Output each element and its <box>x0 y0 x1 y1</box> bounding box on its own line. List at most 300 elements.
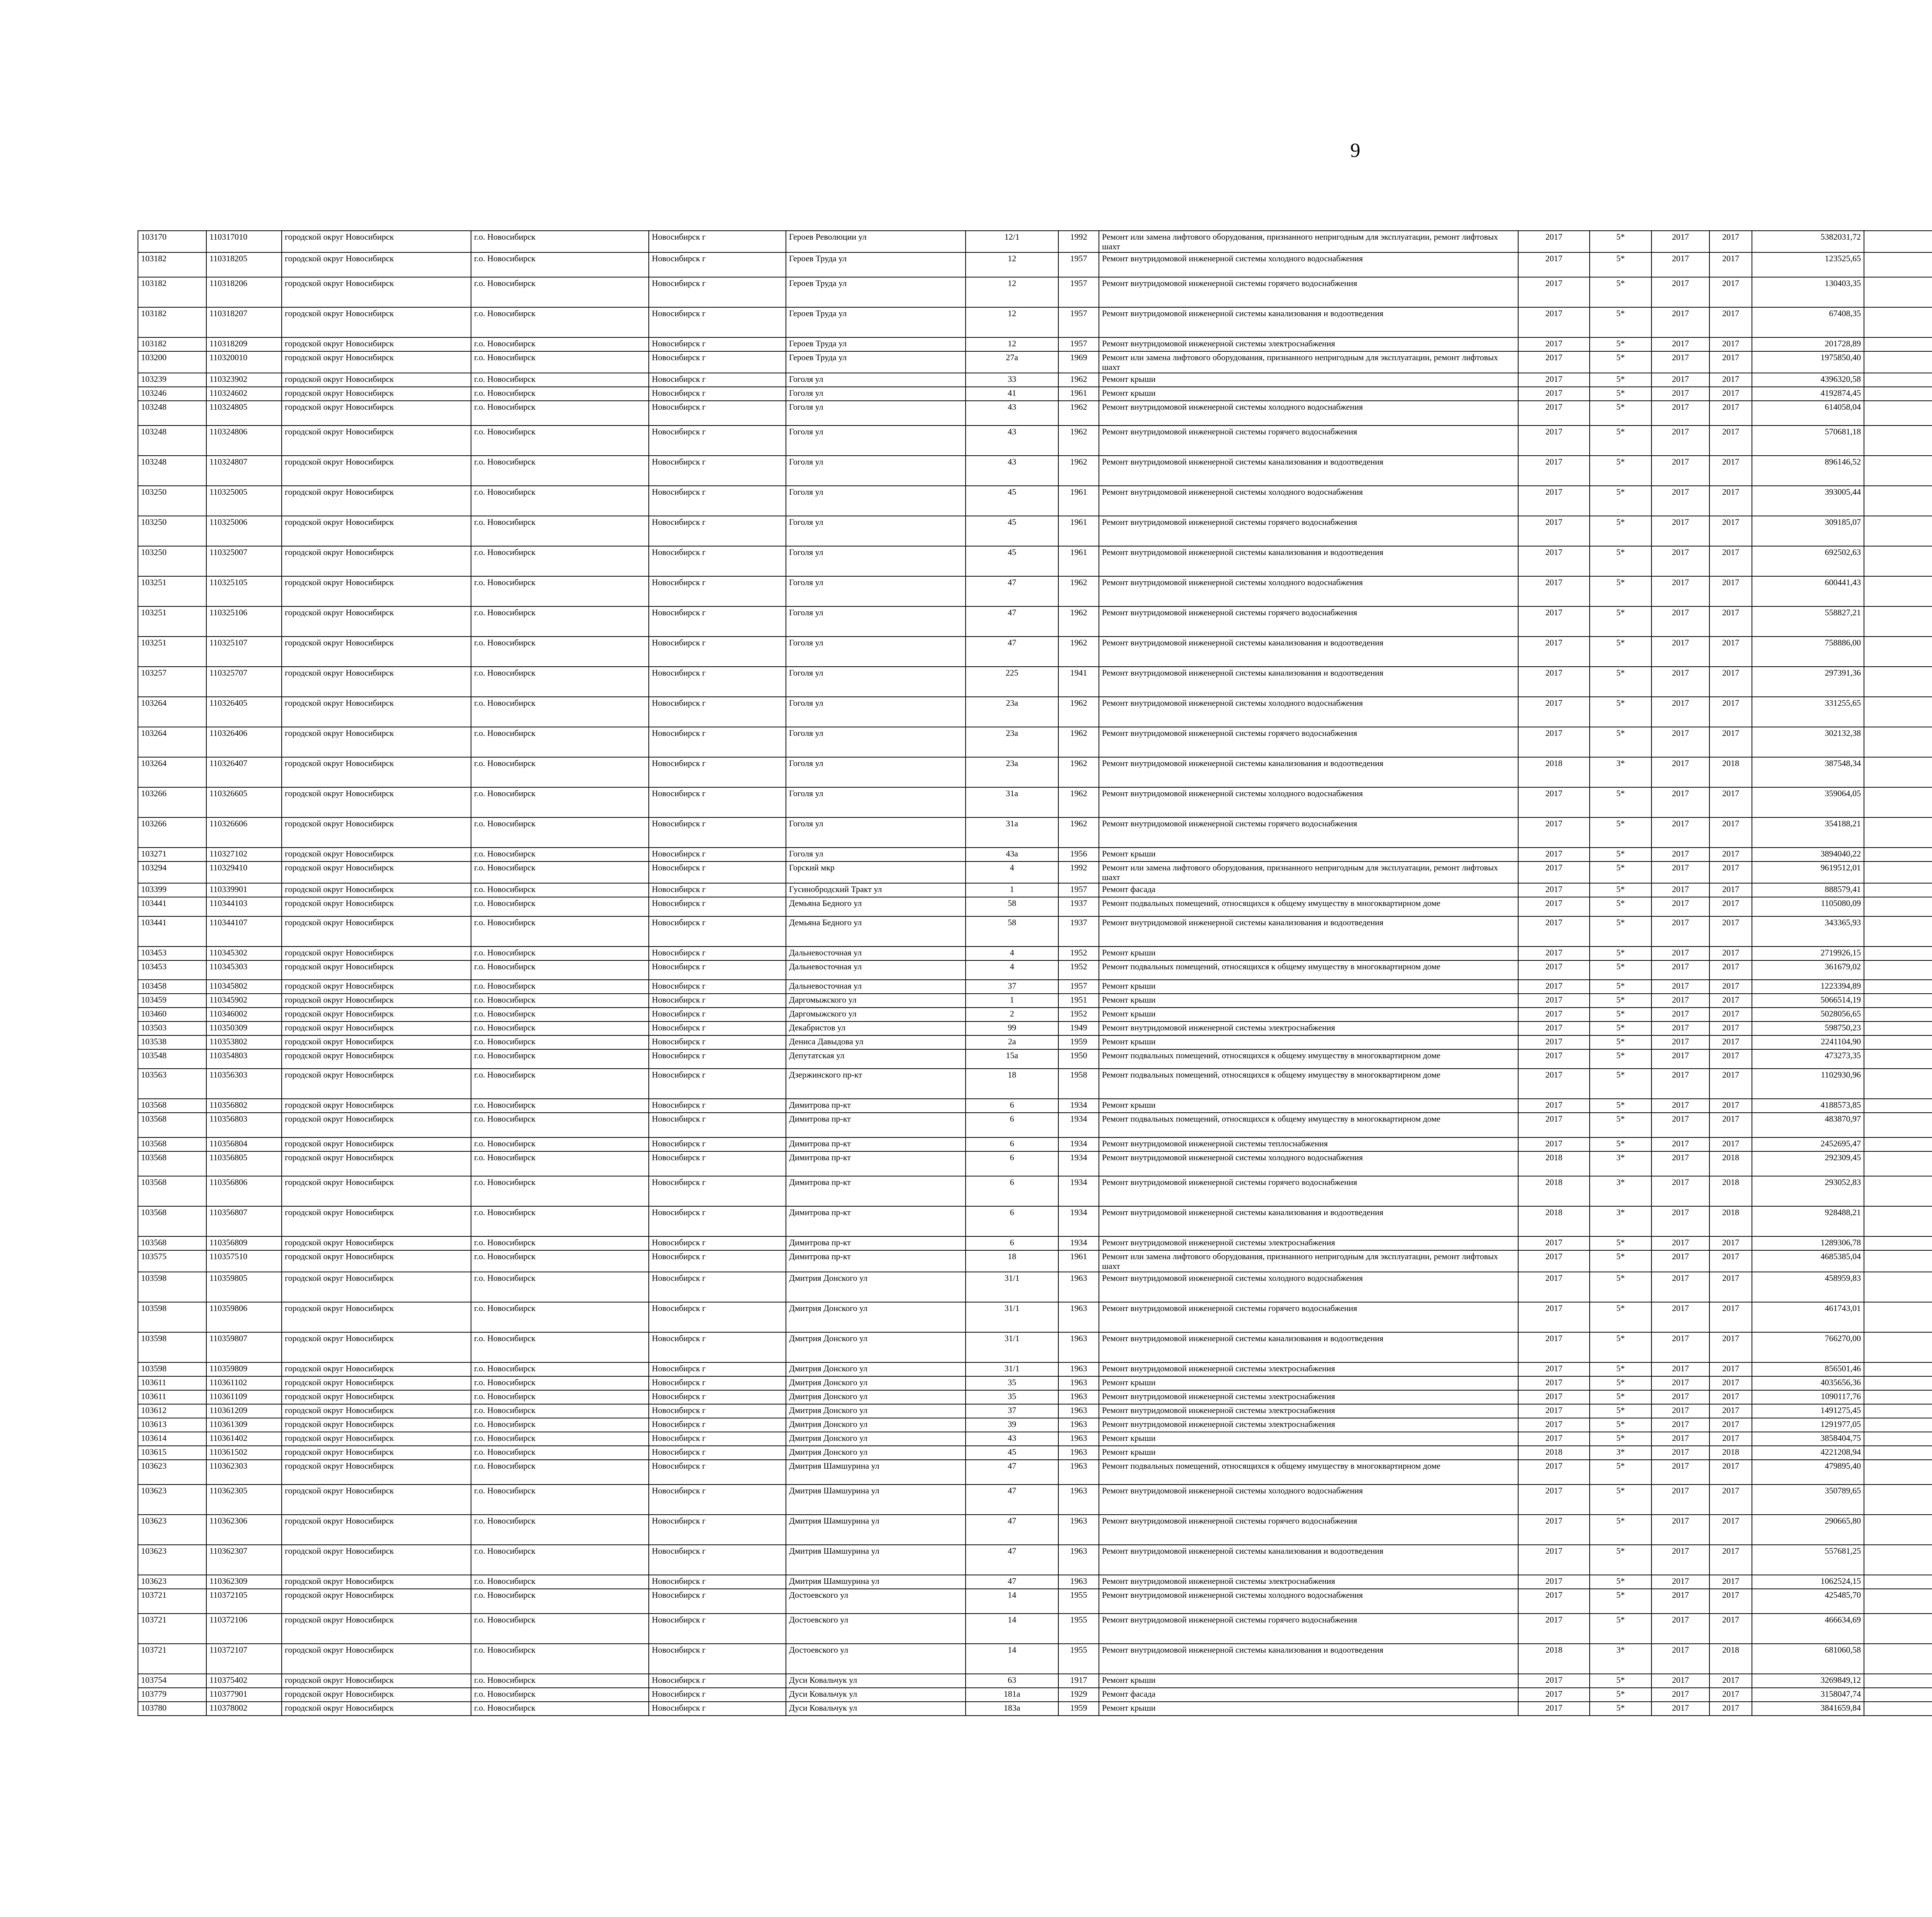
cell-lift-status: 5* <box>1590 277 1651 307</box>
cell-lift-status: 5* <box>1590 307 1651 337</box>
cell-fund-cost <box>1864 486 1932 516</box>
cell-house-number: 18 <box>966 1069 1058 1099</box>
cell-start-year: 2017 <box>1651 1376 1709 1390</box>
cell-house-number: 4 <box>966 960 1058 980</box>
cell-house-number: 4 <box>966 861 1058 883</box>
cell-start-year: 2017 <box>1651 1418 1709 1432</box>
cell-fund-cost <box>1864 426 1932 456</box>
cell-street: Достоевского ул <box>786 1589 966 1614</box>
cell-end-year: 2017 <box>1709 1272 1752 1302</box>
table-row <box>138 1404 1932 1418</box>
cell-fund-cost <box>1864 1485 1932 1515</box>
cell-start-year: 2017 <box>1651 1137 1709 1151</box>
table-row <box>138 351 1932 373</box>
cell-plan-year: 2017 <box>1518 1418 1590 1432</box>
cell-lift-status: 5* <box>1590 1432 1651 1446</box>
cell-fund-cost <box>1864 1674 1932 1688</box>
cell-municipality: городской округ Новосибирск <box>282 1008 471 1021</box>
cell-street: Даргомыжского ул <box>786 1008 966 1021</box>
cell-house-number: 39 <box>966 1418 1058 1432</box>
cell-build-year: 1955 <box>1058 1644 1099 1674</box>
cell-work-type: Ремонт внутридомовой инженерной системы холодного водоснабжения <box>1099 787 1518 817</box>
cell-house-number: 12 <box>966 337 1058 351</box>
cell-total-cost: 473273,35 <box>1752 1049 1864 1069</box>
cell-street: Дальневосточная ул <box>786 980 966 994</box>
cell-build-year: 1952 <box>1058 1008 1099 1021</box>
cell-house-id: 103598 <box>138 1332 206 1362</box>
cell-build-year: 1961 <box>1058 516 1099 546</box>
cell-end-year: 2017 <box>1709 373 1752 387</box>
cell-total-cost: 758886,00 <box>1752 637 1864 667</box>
cell-lift-status: 5* <box>1590 1614 1651 1644</box>
cell-house-number: 1 <box>966 883 1058 897</box>
cell-end-year: 2018 <box>1709 1446 1752 1460</box>
cell-house-number: 14 <box>966 1589 1058 1614</box>
cell-house-number: 31/1 <box>966 1362 1058 1376</box>
cell-house-id: 103266 <box>138 817 206 848</box>
cell-work-type: Ремонт крыши <box>1099 1674 1518 1688</box>
cell-build-year: 1956 <box>1058 848 1099 861</box>
cell-fund-cost <box>1864 606 1932 637</box>
cell-plan-year: 2017 <box>1518 883 1590 897</box>
cell-start-year: 2017 <box>1651 1250 1709 1272</box>
cell-work-id: 110372105 <box>206 1589 282 1614</box>
cell-city-district: г.о. Новосибирск <box>471 606 649 637</box>
cell-build-year: 1963 <box>1058 1404 1099 1418</box>
cell-work-id: 110318207 <box>206 307 282 337</box>
cell-house-id: 103568 <box>138 1113 206 1137</box>
cell-start-year: 2017 <box>1651 1176 1709 1206</box>
cell-work-type: Ремонт внутридомовой инженерной системы канализования и водоотведения <box>1099 546 1518 576</box>
cell-fund-cost <box>1864 307 1932 337</box>
cell-settlement: Новосибирск г <box>649 1644 786 1674</box>
cell-house-number: 47 <box>966 637 1058 667</box>
cell-house-id: 103250 <box>138 546 206 576</box>
cell-house-id: 103754 <box>138 1674 206 1688</box>
cell-city-district: г.о. Новосибирск <box>471 1021 649 1035</box>
cell-start-year: 2017 <box>1651 1575 1709 1589</box>
cell-total-cost: 692502,63 <box>1752 546 1864 576</box>
cell-municipality: городской округ Новосибирск <box>282 787 471 817</box>
cell-settlement: Новосибирск г <box>649 1206 786 1236</box>
cell-start-year: 2017 <box>1651 576 1709 606</box>
cell-fund-cost <box>1864 1049 1932 1069</box>
cell-work-type: Ремонт внутридомовой инженерной системы теплоснабжения <box>1099 1137 1518 1151</box>
cell-work-id: 110350309 <box>206 1021 282 1035</box>
cell-settlement: Новосибирск г <box>649 848 786 861</box>
cell-end-year: 2017 <box>1709 516 1752 546</box>
cell-total-cost: 290665,80 <box>1752 1515 1864 1545</box>
cell-total-cost: 1090117,76 <box>1752 1390 1864 1404</box>
table-row <box>138 1545 1932 1575</box>
cell-start-year: 2017 <box>1651 1236 1709 1250</box>
cell-settlement: Новосибирск г <box>649 1589 786 1614</box>
cell-street: Декабристов ул <box>786 1021 966 1035</box>
cell-settlement: Новосибирск г <box>649 861 786 883</box>
cell-end-year: 2017 <box>1709 1376 1752 1390</box>
cell-plan-year: 2017 <box>1518 337 1590 351</box>
cell-plan-year: 2017 <box>1518 1137 1590 1151</box>
cell-settlement: Новосибирск г <box>649 637 786 667</box>
cell-city-district: г.о. Новосибирск <box>471 351 649 373</box>
cell-city-district: г.о. Новосибирск <box>471 787 649 817</box>
cell-house-number: 6 <box>966 1236 1058 1250</box>
cell-start-year: 2017 <box>1651 960 1709 980</box>
cell-plan-year: 2017 <box>1518 960 1590 980</box>
cell-street: Дальневосточная ул <box>786 947 966 960</box>
cell-start-year: 2017 <box>1651 1332 1709 1362</box>
cell-fund-cost <box>1864 994 1932 1008</box>
cell-municipality: городской округ Новосибирск <box>282 1236 471 1250</box>
cell-city-district: г.о. Новосибирск <box>471 1404 649 1418</box>
cell-plan-year: 2017 <box>1518 1376 1590 1390</box>
cell-work-type: Ремонт внутридомовой инженерной системы холодного водоснабжения <box>1099 252 1518 277</box>
cell-settlement: Новосибирск г <box>649 1272 786 1302</box>
cell-total-cost: 1291977,05 <box>1752 1418 1864 1432</box>
cell-municipality: городской округ Новосибирск <box>282 1113 471 1137</box>
cell-end-year: 2017 <box>1709 1236 1752 1250</box>
cell-lift-status: 5* <box>1590 426 1651 456</box>
cell-end-year: 2017 <box>1709 1515 1752 1545</box>
cell-plan-year: 2017 <box>1518 1302 1590 1332</box>
cell-lift-status: 5* <box>1590 980 1651 994</box>
cell-total-cost: 896146,52 <box>1752 456 1864 486</box>
cell-end-year: 2017 <box>1709 351 1752 373</box>
cell-build-year: 1963 <box>1058 1575 1099 1589</box>
cell-municipality: городской округ Новосибирск <box>282 727 471 757</box>
cell-start-year: 2017 <box>1651 897 1709 916</box>
cell-street: Гоголя ул <box>786 426 966 456</box>
cell-fund-cost <box>1864 1376 1932 1390</box>
cell-fund-cost <box>1864 351 1932 373</box>
table-row <box>138 606 1932 637</box>
cell-municipality: городской округ Новосибирск <box>282 1515 471 1545</box>
cell-work-type: Ремонт внутридомовой инженерной системы канализования и водоотведения <box>1099 637 1518 667</box>
cell-work-id: 110325006 <box>206 516 282 546</box>
cell-city-district: г.о. Новосибирск <box>471 373 649 387</box>
cell-build-year: 1969 <box>1058 351 1099 373</box>
cell-end-year: 2017 <box>1709 1250 1752 1272</box>
cell-lift-status: 5* <box>1590 1272 1651 1302</box>
cell-total-cost: 292309,45 <box>1752 1151 1864 1176</box>
cell-settlement: Новосибирск г <box>649 1575 786 1589</box>
cell-build-year: 1963 <box>1058 1418 1099 1432</box>
table-row <box>138 994 1932 1008</box>
cell-total-cost: 1062524,15 <box>1752 1575 1864 1589</box>
cell-settlement: Новосибирск г <box>649 697 786 727</box>
cell-street: Дуси Ковальчук ул <box>786 1702 966 1716</box>
cell-total-cost: 4221208,94 <box>1752 1446 1864 1460</box>
table-row <box>138 1206 1932 1236</box>
cell-work-id: 110359806 <box>206 1302 282 1332</box>
cell-start-year: 2017 <box>1651 817 1709 848</box>
cell-build-year: 1963 <box>1058 1272 1099 1302</box>
cell-work-type: Ремонт внутридомовой инженерной системы горячего водоснабжения <box>1099 426 1518 456</box>
table-row <box>138 667 1932 697</box>
cell-build-year: 1957 <box>1058 252 1099 277</box>
cell-city-district: г.о. Новосибирск <box>471 1206 649 1236</box>
cell-lift-status: 5* <box>1590 1332 1651 1362</box>
cell-work-id: 110344103 <box>206 897 282 916</box>
cell-street: Героев Революции ул <box>786 231 966 252</box>
cell-street: Гоголя ул <box>786 576 966 606</box>
cell-house-number: 31/1 <box>966 1302 1058 1332</box>
cell-fund-cost <box>1864 667 1932 697</box>
cell-work-type: Ремонт или замена лифтового оборудования, признанного непригодным для эксплуатации, ремонт лифтовых шахт <box>1099 231 1518 252</box>
cell-fund-cost <box>1864 1236 1932 1250</box>
cell-municipality: городской округ Новосибирск <box>282 817 471 848</box>
cell-plan-year: 2017 <box>1518 848 1590 861</box>
cell-street: Гоголя ул <box>786 401 966 426</box>
cell-total-cost: 557681,25 <box>1752 1545 1864 1575</box>
table-row <box>138 1250 1932 1272</box>
cell-build-year: 1992 <box>1058 861 1099 883</box>
table-row <box>138 546 1932 576</box>
cell-street: Дмитрия Донского ул <box>786 1272 966 1302</box>
cell-start-year: 2017 <box>1651 1272 1709 1302</box>
table-row <box>138 1272 1932 1302</box>
cell-street: Дальневосточная ул <box>786 960 966 980</box>
cell-house-id: 103623 <box>138 1460 206 1485</box>
cell-plan-year: 2017 <box>1518 307 1590 337</box>
cell-settlement: Новосибирск г <box>649 1446 786 1460</box>
cell-build-year: 1937 <box>1058 897 1099 916</box>
cell-house-id: 103598 <box>138 1272 206 1302</box>
cell-total-cost: 614058,04 <box>1752 401 1864 426</box>
cell-house-id: 103170 <box>138 231 206 252</box>
cell-municipality: городской округ Новосибирск <box>282 883 471 897</box>
cell-start-year: 2017 <box>1651 1515 1709 1545</box>
cell-lift-status: 5* <box>1590 1575 1651 1589</box>
cell-city-district: г.о. Новосибирск <box>471 1644 649 1674</box>
cell-municipality: городской округ Новосибирск <box>282 1376 471 1390</box>
cell-start-year: 2017 <box>1651 1113 1709 1137</box>
cell-lift-status: 5* <box>1590 373 1651 387</box>
cell-end-year: 2017 <box>1709 307 1752 337</box>
cell-work-type: Ремонт внутридомовой инженерной системы электроснабжения <box>1099 1236 1518 1250</box>
cell-build-year: 1951 <box>1058 994 1099 1008</box>
cell-plan-year: 2017 <box>1518 1332 1590 1362</box>
cell-build-year: 1962 <box>1058 727 1099 757</box>
cell-house-number: 47 <box>966 606 1058 637</box>
cell-plan-year: 2017 <box>1518 516 1590 546</box>
cell-lift-status: 5* <box>1590 401 1651 426</box>
cell-plan-year: 2017 <box>1518 916 1590 947</box>
cell-total-cost: 4035656,36 <box>1752 1376 1864 1390</box>
cell-fund-cost <box>1864 1702 1932 1716</box>
cell-plan-year: 2017 <box>1518 1069 1590 1099</box>
table-row <box>138 1460 1932 1485</box>
cell-build-year: 1959 <box>1058 1702 1099 1716</box>
cell-work-id: 110326407 <box>206 757 282 787</box>
cell-total-cost: 4685385,04 <box>1752 1250 1864 1272</box>
cell-fund-cost <box>1864 1404 1932 1418</box>
cell-municipality: городской округ Новосибирск <box>282 861 471 883</box>
cell-settlement: Новосибирск г <box>649 401 786 426</box>
cell-house-id: 103264 <box>138 757 206 787</box>
table-row <box>138 1446 1932 1460</box>
cell-work-id: 110356805 <box>206 1151 282 1176</box>
cell-plan-year: 2017 <box>1518 1390 1590 1404</box>
cell-work-type: Ремонт внутридомовой инженерной системы горячего водоснабжения <box>1099 1302 1518 1332</box>
cell-work-type: Ремонт внутридомовой инженерной системы холодного водоснабжения <box>1099 697 1518 727</box>
cell-house-number: 47 <box>966 576 1058 606</box>
cell-municipality: городской округ Новосибирск <box>282 277 471 307</box>
cell-plan-year: 2017 <box>1518 401 1590 426</box>
cell-end-year: 2017 <box>1709 637 1752 667</box>
cell-street: Дениса Давыдова ул <box>786 1035 966 1049</box>
cell-house-number: 14 <box>966 1614 1058 1644</box>
cell-start-year: 2017 <box>1651 861 1709 883</box>
cell-build-year: 1963 <box>1058 1460 1099 1485</box>
cell-fund-cost <box>1864 848 1932 861</box>
cell-start-year: 2017 <box>1651 1460 1709 1485</box>
cell-end-year: 2017 <box>1709 1049 1752 1069</box>
cell-total-cost: 3269849,12 <box>1752 1674 1864 1688</box>
cell-work-type: Ремонт внутридомовой инженерной системы электроснабжения <box>1099 1418 1518 1432</box>
cell-work-type: Ремонт внутридомовой инженерной системы канализования и водоотведения <box>1099 307 1518 337</box>
cell-work-id: 110318209 <box>206 337 282 351</box>
cell-start-year: 2017 <box>1651 727 1709 757</box>
cell-house-number: 27а <box>966 351 1058 373</box>
cell-work-type: Ремонт внутридомовой инженерной системы электроснабжения <box>1099 1390 1518 1404</box>
cell-city-district: г.о. Новосибирск <box>471 960 649 980</box>
cell-end-year: 2017 <box>1709 1589 1752 1614</box>
cell-work-type: Ремонт или замена лифтового оборудования, признанного непригодным для эксплуатации, ремонт лифтовых шахт <box>1099 351 1518 373</box>
cell-settlement: Новосибирск г <box>649 1176 786 1206</box>
cell-house-number: 35 <box>966 1376 1058 1390</box>
cell-settlement: Новосибирск г <box>649 486 786 516</box>
cell-street: Дмитрия Шамшурина ул <box>786 1485 966 1515</box>
cell-house-number: 58 <box>966 916 1058 947</box>
cell-settlement: Новосибирск г <box>649 307 786 337</box>
cell-city-district: г.о. Новосибирск <box>471 231 649 252</box>
cell-house-id: 103441 <box>138 897 206 916</box>
cell-work-id: 110353802 <box>206 1035 282 1049</box>
cell-lift-status: 5* <box>1590 1418 1651 1432</box>
table-row <box>138 727 1932 757</box>
table-row <box>138 1418 1932 1432</box>
cell-city-district: г.о. Новосибирск <box>471 1376 649 1390</box>
cell-settlement: Новосибирск г <box>649 883 786 897</box>
cell-end-year: 2017 <box>1709 1614 1752 1644</box>
cell-fund-cost <box>1864 456 1932 486</box>
cell-end-year: 2017 <box>1709 486 1752 516</box>
cell-settlement: Новосибирск г <box>649 947 786 960</box>
cell-work-type: Ремонт крыши <box>1099 1099 1518 1113</box>
cell-house-id: 103548 <box>138 1049 206 1069</box>
cell-fund-cost <box>1864 1644 1932 1674</box>
cell-total-cost: 1102930,96 <box>1752 1069 1864 1099</box>
cell-municipality: городской округ Новосибирск <box>282 1418 471 1432</box>
cell-work-id: 110356803 <box>206 1113 282 1137</box>
cell-build-year: 1963 <box>1058 1332 1099 1362</box>
cell-settlement: Новосибирск г <box>649 1332 786 1362</box>
cell-house-number: 45 <box>966 1446 1058 1460</box>
table-row <box>138 1614 1932 1644</box>
cell-street: Димитрова пр-кт <box>786 1236 966 1250</box>
cell-plan-year: 2017 <box>1518 546 1590 576</box>
cell-build-year: 1961 <box>1058 546 1099 576</box>
table-row <box>138 1176 1932 1206</box>
cell-municipality: городской округ Новосибирск <box>282 1151 471 1176</box>
cell-settlement: Новосибирск г <box>649 1035 786 1049</box>
cell-work-id: 110318206 <box>206 277 282 307</box>
cell-plan-year: 2017 <box>1518 861 1590 883</box>
cell-lift-status: 5* <box>1590 337 1651 351</box>
cell-end-year: 2017 <box>1709 1332 1752 1362</box>
cell-start-year: 2017 <box>1651 387 1709 401</box>
table-row <box>138 576 1932 606</box>
cell-house-number: 63 <box>966 1674 1058 1688</box>
cell-plan-year: 2018 <box>1518 757 1590 787</box>
cell-city-district: г.о. Новосибирск <box>471 1674 649 1688</box>
cell-work-id: 110357510 <box>206 1250 282 1272</box>
cell-plan-year: 2017 <box>1518 606 1590 637</box>
cell-plan-year: 2017 <box>1518 277 1590 307</box>
cell-street: Гоголя ул <box>786 606 966 637</box>
cell-municipality: городской округ Новосибирск <box>282 486 471 516</box>
cell-city-district: г.о. Новосибирск <box>471 1176 649 1206</box>
cell-fund-cost <box>1864 516 1932 546</box>
cell-start-year: 2017 <box>1651 1151 1709 1176</box>
cell-total-cost: 2241104,90 <box>1752 1035 1864 1049</box>
cell-build-year: 1957 <box>1058 883 1099 897</box>
cell-settlement: Новосибирск г <box>649 1113 786 1137</box>
cell-fund-cost <box>1864 277 1932 307</box>
cell-street: Димитрова пр-кт <box>786 1151 966 1176</box>
cell-build-year: 1962 <box>1058 637 1099 667</box>
cell-fund-cost <box>1864 1545 1932 1575</box>
cell-lift-status: 5* <box>1590 486 1651 516</box>
cell-house-number: 31а <box>966 817 1058 848</box>
cell-city-district: г.о. Новосибирск <box>471 667 649 697</box>
cell-plan-year: 2017 <box>1518 994 1590 1008</box>
cell-lift-status: 5* <box>1590 1545 1651 1575</box>
cell-end-year: 2018 <box>1709 1206 1752 1236</box>
cell-house-id: 103248 <box>138 401 206 426</box>
cell-settlement: Новосибирск г <box>649 252 786 277</box>
cell-municipality: городской округ Новосибирск <box>282 456 471 486</box>
cell-street: Димитрова пр-кт <box>786 1113 966 1137</box>
cell-work-id: 110372107 <box>206 1644 282 1674</box>
cell-work-id: 110356303 <box>206 1069 282 1099</box>
cell-municipality: городской округ Новосибирск <box>282 1404 471 1418</box>
cell-start-year: 2017 <box>1651 1614 1709 1644</box>
cell-start-year: 2017 <box>1651 373 1709 387</box>
cell-lift-status: 5* <box>1590 1589 1651 1614</box>
cell-settlement: Новосибирск г <box>649 1515 786 1545</box>
cell-plan-year: 2017 <box>1518 456 1590 486</box>
cell-fund-cost <box>1864 1575 1932 1589</box>
cell-house-id: 103182 <box>138 277 206 307</box>
table-row <box>138 1362 1932 1376</box>
cell-city-district: г.о. Новосибирск <box>471 1069 649 1099</box>
cell-plan-year: 2017 <box>1518 697 1590 727</box>
cell-work-id: 110323902 <box>206 373 282 387</box>
cell-house-number: 45 <box>966 486 1058 516</box>
cell-build-year: 1934 <box>1058 1206 1099 1236</box>
cell-house-id: 103399 <box>138 883 206 897</box>
cell-city-district: г.о. Новосибирск <box>471 1049 649 1069</box>
cell-street: Героев Труда ул <box>786 307 966 337</box>
cell-fund-cost <box>1864 1035 1932 1049</box>
cell-total-cost: 361679,02 <box>1752 960 1864 980</box>
cell-house-number: 41 <box>966 387 1058 401</box>
cell-settlement: Новосибирск г <box>649 1688 786 1702</box>
cell-work-id: 110327102 <box>206 848 282 861</box>
cell-lift-status: 3* <box>1590 1151 1651 1176</box>
